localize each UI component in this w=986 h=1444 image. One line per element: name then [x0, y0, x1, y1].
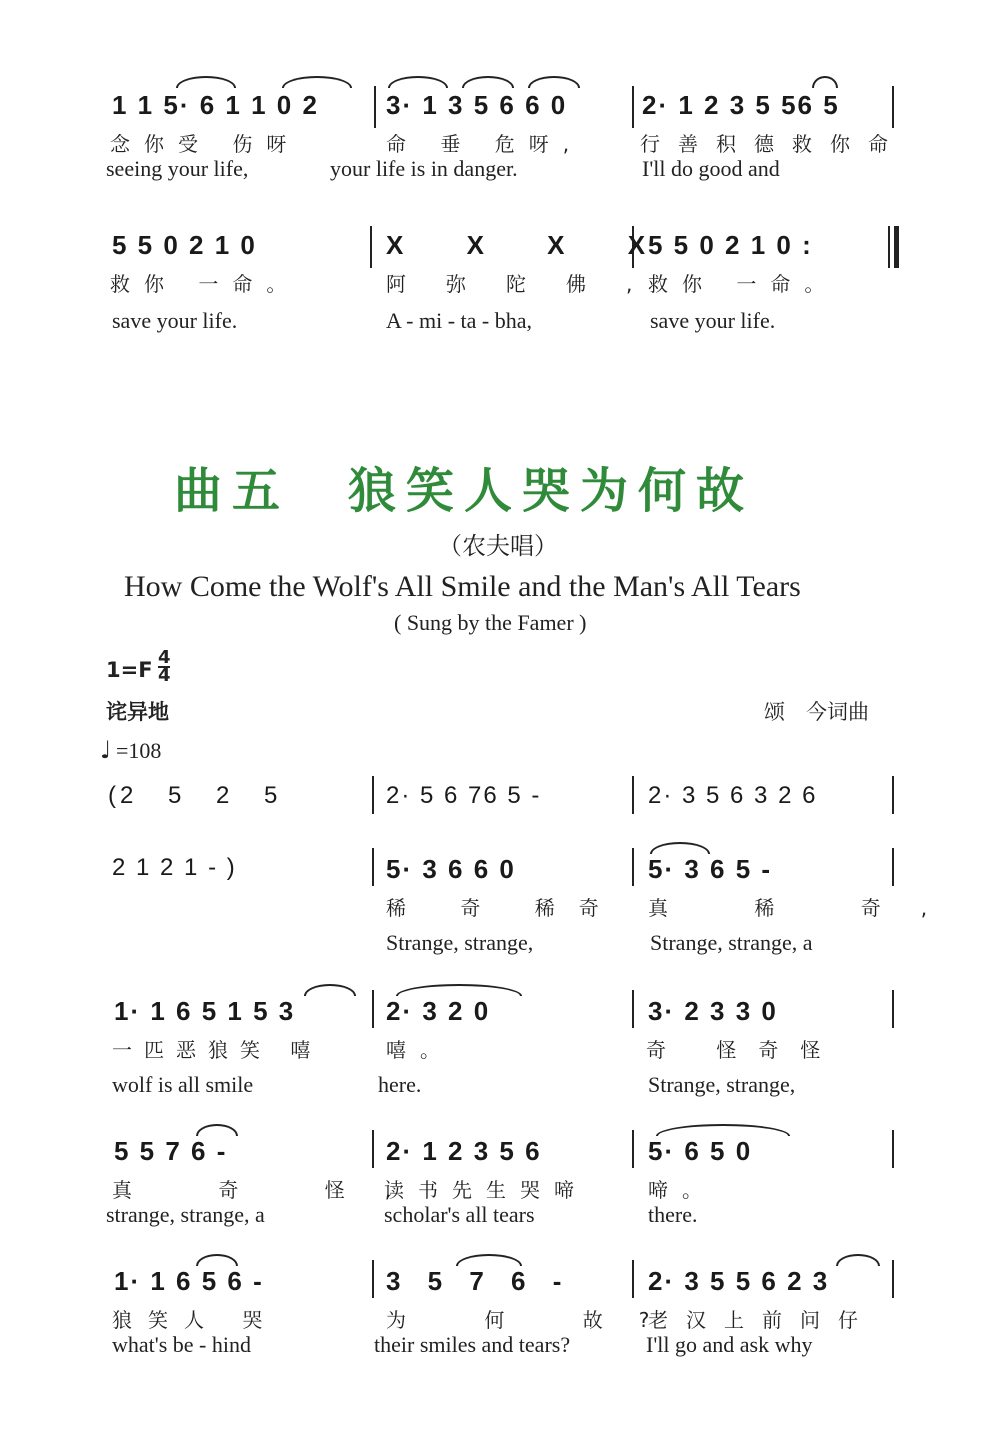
measure-notes: 2· 1 2 3 5 56 5	[642, 90, 840, 120]
song-subtitle-en: ( Sung by the Famer )	[394, 610, 587, 635]
lyric-zh: 狼笑人 哭	[112, 1308, 279, 1332]
lyric-en: there.	[648, 1202, 698, 1227]
lyric-zh: 阿弥陀佛,	[386, 272, 673, 296]
lyric-zh: 稀 奇 稀奇	[386, 896, 623, 920]
barline	[632, 848, 634, 886]
lyric-zh: 奇 怪奇怪	[646, 1038, 843, 1062]
lyric-en: save your life.	[112, 308, 238, 333]
lyric-zh: 命 垂 危呀,	[386, 132, 584, 156]
barline	[372, 848, 374, 886]
slur	[656, 1124, 790, 1136]
slur	[196, 1124, 238, 1136]
slur	[836, 1254, 880, 1266]
lyric-zh: 读书先生哭啼	[384, 1178, 588, 1202]
barline	[372, 1130, 374, 1168]
measure-notes: 5· 6 5 0	[648, 1136, 753, 1166]
barline	[372, 990, 374, 1028]
slur	[462, 76, 514, 88]
measure-notes: X X X X	[386, 230, 674, 260]
measure-notes: 2· 3 2 0	[386, 996, 491, 1026]
measure-notes: 2· 5 6 76 5 -	[386, 782, 542, 809]
barline	[888, 226, 890, 268]
time-signature-bottom: 4	[158, 665, 171, 686]
measure-notes: 3· 1 3 5 6 6 0	[386, 90, 568, 120]
barline	[632, 990, 634, 1028]
slur	[282, 76, 352, 88]
lyric-en: strange, strange, a	[106, 1202, 265, 1227]
barline	[892, 1130, 894, 1168]
measure-notes: 2· 3 5 6 3 2 6	[648, 782, 818, 809]
measure-notes: 5 5 7 6 -	[114, 1136, 228, 1166]
tempo-marking: =108	[116, 738, 162, 763]
lyric-en: I'll do good and	[642, 156, 780, 181]
barline	[372, 1260, 374, 1298]
lyric-en: Strange, strange,	[648, 1072, 796, 1097]
mood-marking: 诧异地	[106, 700, 169, 724]
quarter-note-icon: ♩	[100, 736, 112, 764]
lyric-en: your life is in danger.	[330, 156, 518, 181]
lyric-en: wolf is all smile	[112, 1072, 254, 1097]
measure-notes: 3 5 7 6 -	[386, 1266, 572, 1296]
slur	[304, 984, 356, 996]
lyric-en: A - mi - ta - bha,	[386, 308, 533, 333]
lyric-zh: 一匹恶狼笑 嘻	[112, 1038, 323, 1062]
lyric-zh: 行善积德救你命	[640, 132, 906, 156]
slur	[812, 76, 838, 88]
lyric-en: save your life.	[650, 308, 776, 333]
lyric-en: I'll go and ask why	[646, 1332, 813, 1357]
lyric-zh: 真 稀 奇,	[648, 896, 968, 920]
lyric-en: what's be - hind	[112, 1332, 251, 1357]
lyric-en: seeing your life,	[106, 156, 249, 181]
barline	[372, 776, 374, 814]
lyric-zh: 老汉上前问仔	[648, 1308, 876, 1332]
lyric-en: here.	[378, 1072, 422, 1097]
lyric-zh: 为 何 故?	[386, 1308, 686, 1332]
slur	[650, 842, 710, 854]
barline	[632, 86, 634, 128]
composer-credit: 颂 今词曲	[764, 700, 869, 724]
lyric-en: Strange, strange,	[386, 930, 534, 955]
lyric-zh: 嘻。	[386, 1038, 454, 1062]
slur	[528, 76, 580, 88]
barline	[892, 848, 894, 886]
time-signature-top: 4	[158, 647, 171, 668]
barline	[632, 1260, 634, 1298]
measure-notes: 5 5 0 2 1 0	[112, 230, 257, 260]
measure-notes: 5 5 0 2 1 0 :	[648, 230, 813, 260]
barline	[892, 1260, 894, 1298]
measure-notes: 1· 1 6 5 6 -	[114, 1266, 264, 1296]
lyric-zh: 真 奇 怪,	[112, 1178, 432, 1202]
slur	[196, 1254, 238, 1266]
measure-notes: 1· 1 6 5 1 5 3	[114, 996, 296, 1026]
barline	[632, 776, 634, 814]
barline	[632, 1130, 634, 1168]
measure-notes: 5· 3 6 5 -	[648, 854, 773, 884]
slur	[176, 76, 236, 88]
slur	[456, 1254, 522, 1266]
measure-notes: (2 5 2 5	[108, 782, 282, 809]
lyric-zh: 救你 一命。	[110, 272, 301, 296]
final-barline	[894, 226, 899, 268]
lyric-en: scholar's all tears	[384, 1202, 535, 1227]
barline	[892, 776, 894, 814]
slur	[396, 984, 522, 996]
time-signature	[158, 647, 171, 686]
measure-notes: 3· 2 3 3 0	[648, 996, 778, 1026]
barline	[374, 86, 376, 128]
lyric-en: Strange, strange, a	[650, 930, 813, 955]
measure-notes: 2· 1 2 3 5 6	[386, 1136, 542, 1166]
measure-notes: 1 1 5· 6 1 1 0 2	[112, 90, 319, 120]
measure-notes: 2· 3 5 5 6 2 3	[648, 1266, 830, 1296]
song-subtitle-zh: （农夫唱）	[438, 532, 558, 560]
measure-notes: 5· 3 6 6 0	[386, 854, 516, 884]
lyric-zh: 啼。	[648, 1178, 716, 1202]
key-signature: 1=F	[106, 658, 153, 682]
measure-notes: 2 1 2 1 - )	[112, 854, 237, 881]
lyric-en: their smiles and tears?	[374, 1332, 571, 1357]
song-title-zh: 曲五 狼笑人哭为何故	[174, 463, 755, 519]
lyric-zh: 救你 一命。	[648, 272, 839, 296]
barline	[892, 990, 894, 1028]
barline	[892, 86, 894, 128]
barline	[370, 226, 372, 268]
lyric-zh: 念你受 伤呀	[110, 132, 301, 156]
song-title-en: How Come the Wolf's All Smile and the Man's All Tears	[124, 570, 801, 603]
slur	[388, 76, 448, 88]
